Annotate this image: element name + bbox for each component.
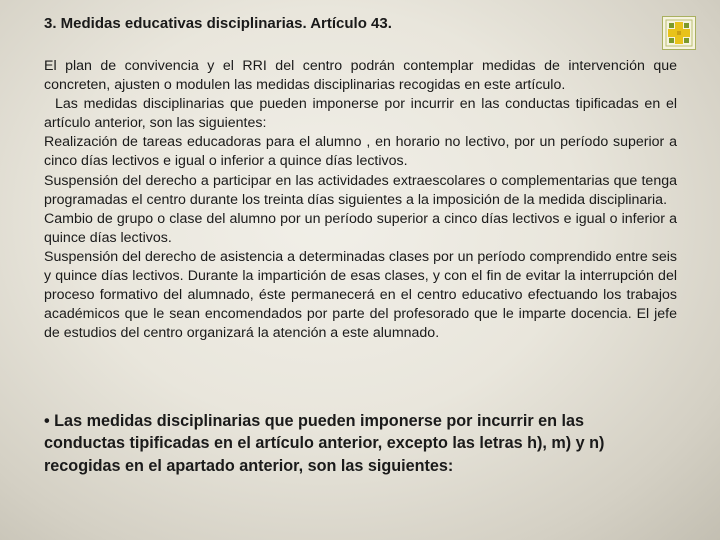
cross-logo-icon: [662, 16, 696, 50]
article-body: [44, 57, 677, 343]
bullet-text: Las medidas disciplinarias que pueden imponerse por incurrir en las conductas tipificadas en el artículo anterior, excepto las letras h), m) y n) recogidas en el apartado anterior, son las siguientes:: [44, 412, 605, 475]
paragraph-measures-lead: Las medidas disciplinarias que pueden imponerse por incurrir en las conductas tipificadas en el artículo anterior, son las siguientes:: [44, 96, 677, 132]
measure-group-change: Cambio de grupo o clase del alumno por un período superior a cinco días lectivos e igual o inferior a quince días lectivos.: [44, 210, 677, 246]
measure-extracurricular: Suspensión del derecho a participar en las actividades extraescolares o complementarias que tenga programadas el centro durante los treinta días siguientes a la imposición de la medida disciplinaria.: [44, 172, 677, 208]
bullet-marker: •: [44, 412, 50, 430]
measure-tasks: Realización de tareas educadoras para el alumno , en horario no lectivo, por un período superior a cinco días lectivos e igual o inferior a quince días lectivos.: [44, 134, 677, 170]
paragraph-intro: El plan de convivencia y el RRI del centro podrán contemplar medidas de intervención que concreten, ajusten o modulen las medidas disciplinarias recogidas en este artículo.: [44, 58, 677, 94]
bullet-item: [44, 410, 644, 477]
measure-class-suspension: Suspensión del derecho de asistencia a determinadas clases por un período comprendido entre seis y quince días lectivos. Durante la impartición de esas clases, y con el fin de evitar la interrupción del proceso formativo del alumnado, éste permanecerá en el centro educativo efectuando los trabajos académicos que le sean encomendados por parte del profesorado que le imparte docencia. El jefe de estudios del centro organizará la atención a este alumnado.: [44, 248, 677, 342]
slide-title: 3. Medidas educativas disciplinarias. Artículo 43.: [44, 15, 392, 32]
